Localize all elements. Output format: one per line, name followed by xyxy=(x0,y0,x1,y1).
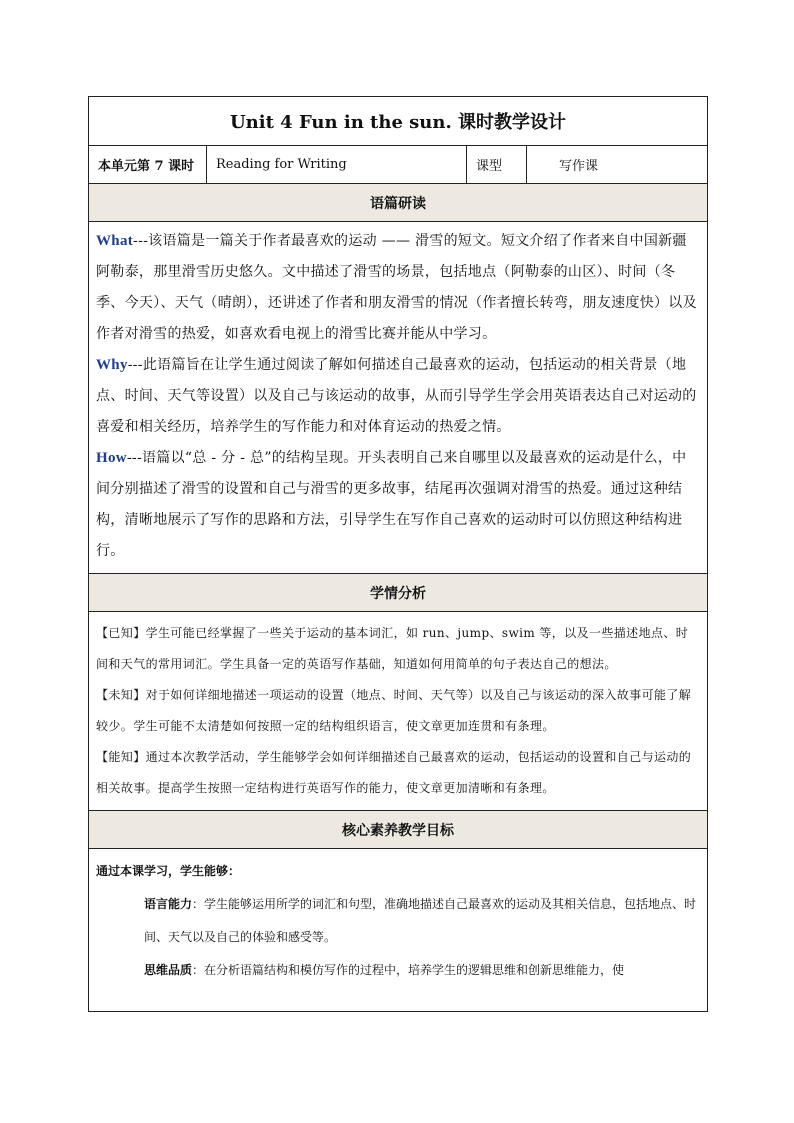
how-label: How xyxy=(96,450,127,466)
lesson-number: 本单元第 7 课时 xyxy=(89,146,207,183)
lesson-type-value: 写作课 xyxy=(559,159,599,174)
section-heading-learner-analysis: 学情分析 xyxy=(89,574,707,612)
goals-intro: 通过本课学习，学生能够： xyxy=(96,864,241,878)
what-label: What xyxy=(96,233,134,249)
how-text: ---语篇以“总 - 分 - 总”的结构呈现。开头表明自己来自哪里以及最喜欢的运动是什么，中间分别描述了滑雪的设置和自己与滑雪的更多故事，结尾再次强调对滑雪的热爱。通过这种结构，清晰地展示了写作的思路和方法，引导学生在写作自己喜欢的运动时可以仿照这种结构进行。 xyxy=(96,450,687,559)
text-analysis-content xyxy=(89,222,707,574)
what-paragraph xyxy=(96,226,700,350)
lesson-type-label: 课型 xyxy=(467,146,527,183)
learner-analysis-content xyxy=(89,612,707,811)
why-paragraph xyxy=(96,350,700,443)
what-text: ---该语篇是一篇关于作者最喜欢的运动 —— 滑雪的短文。短文介绍了作者来自中国新疆阿勒泰，那里滑雪历史悠久。文中描述了滑雪的场景，包括地点（阿勒泰的山区）、时间（冬季、今天）、天气（晴朗），还讲述了作者和朋友滑雪的情况（作者擅长转弯，朋友速度快）以及作者对滑雪的热爱，如喜欢看电视上的滑雪比赛并能从中学习。 xyxy=(96,233,697,342)
goal-language-text: ：学生能够运用所学的词汇和句型，准确地描述自己最喜欢的运动及其相关信息，包括地点、时间、天气以及自己的体验和感受等。 xyxy=(144,897,697,944)
why-label: Why xyxy=(96,357,128,373)
goal-thinking-quality xyxy=(96,954,700,987)
goal-language-label: 语言能力 xyxy=(144,897,193,911)
unknown-paragraph: 【未知】对于如何详细地描述一项运动的设置（地点、时间、天气等）以及自己与该运动的深入故事可能了解较少。学生可能不太清楚如何按照一定的结构组织语言，使文章更加连贯和有条理。 xyxy=(96,688,692,733)
page-title: Unit 4 Fun in the sun. 课时教学设计 xyxy=(89,97,707,146)
section-heading-goals: 核心素养教学目标 xyxy=(89,811,707,849)
how-paragraph xyxy=(96,443,700,567)
able-paragraph: 【能知】通过本次教学活动，学生能够学会如何详细描述自己最喜欢的运动，包括运动的设置和自己与运动的相关故事。提高学生按照一定结构进行英语写作的能力，使文章更加清晰和有条理。 xyxy=(96,750,692,795)
goals-content xyxy=(89,849,707,987)
goal-thinking-text: ：在分析语篇结构和模仿写作的过程中，培养学生的逻辑思维和创新思维能力，使 xyxy=(192,963,625,977)
lesson-plan-table xyxy=(88,96,708,1012)
lesson-name: Reading for Writing xyxy=(207,146,467,183)
why-text: ---此语篇旨在让学生通过阅读了解如何描述自己最喜欢的运动，包括运动的相关背景（地点、时间、天气等设置）以及自己与该运动的故事，从而引导学生学会用英语表达自己对运动的喜爱和相关经历，培养学生的写作能力和对体育运动的热爱之情。 xyxy=(96,357,697,435)
section-heading-text-analysis: 语篇研读 xyxy=(89,184,707,222)
lesson-meta-row xyxy=(89,146,707,184)
goal-language-ability xyxy=(96,888,700,954)
known-paragraph: 【已知】学生可能已经掌握了一些关于运动的基本词汇，如 run、jump、swim 等，以及一些描述地点、时间和天气的常用词汇。学生具备一定的英语写作基础，知道如何用简单的句子表达自己的想法。 xyxy=(96,626,689,671)
goal-thinking-label: 思维品质 xyxy=(144,963,193,977)
